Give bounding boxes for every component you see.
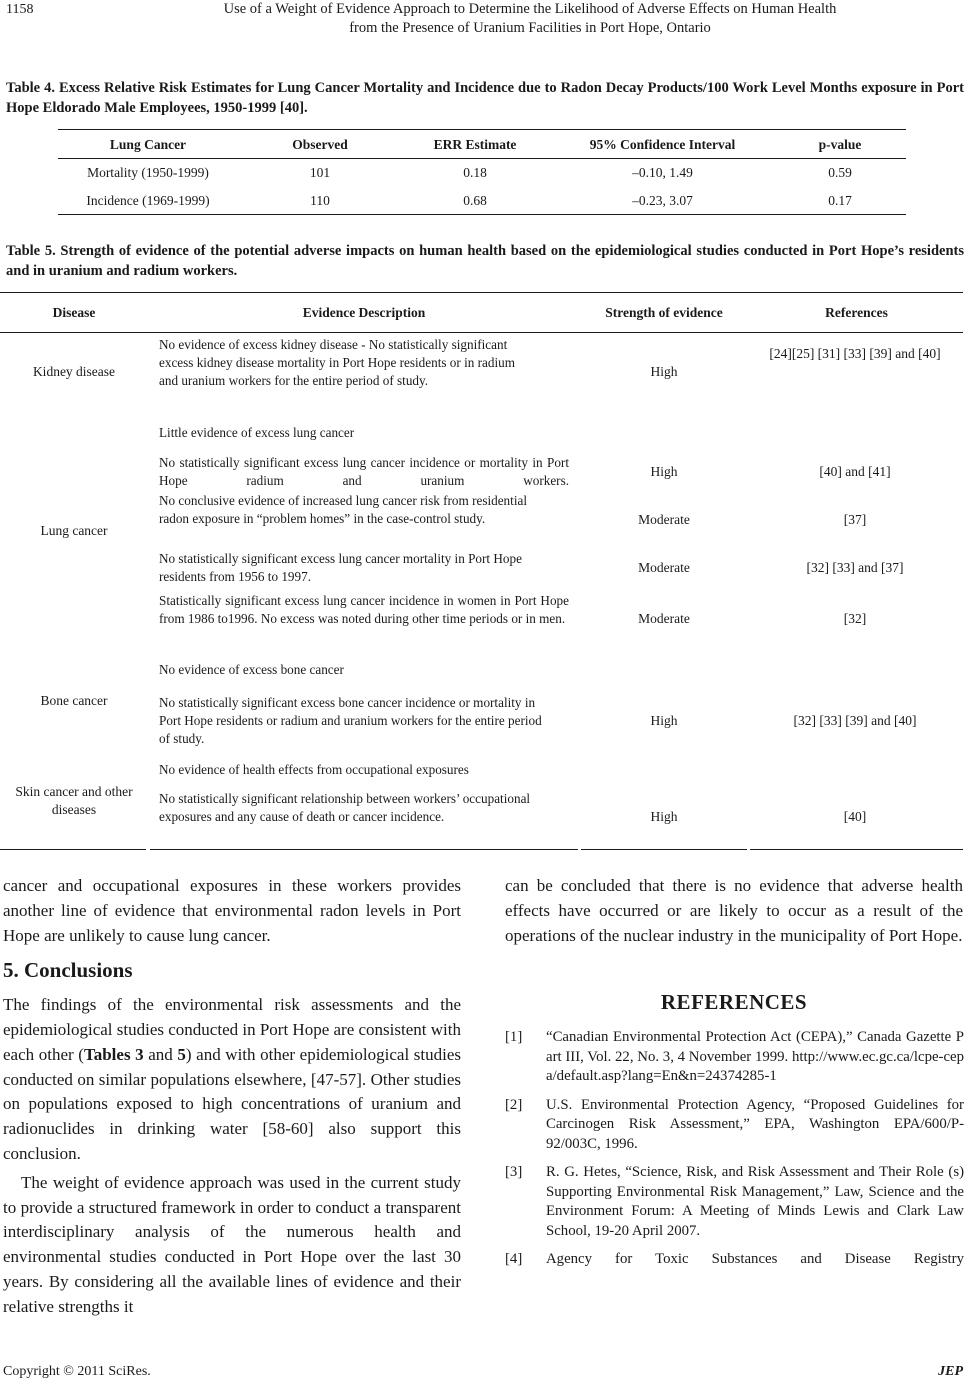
table4-header-err: ERR Estimate (433, 137, 517, 152)
reference-number: [1] (505, 1029, 523, 1045)
lung-evidence-description: No conclusive evidence of increased lung cancer risk from residential radon exposure in “problem homes” in the case-control study. (159, 493, 528, 526)
kidney-strength: High (650, 364, 678, 379)
lung-strength: High (650, 464, 678, 479)
reference-item (505, 1028, 964, 1087)
references-list (505, 1028, 964, 1270)
table5-header-description: Evidence Description (302, 305, 426, 320)
lung-disease-label: Lung cancer (40, 523, 108, 538)
kidney-evidence-description: No evidence of excess kidney disease - No statistically significant excess kidney disease mortality in Port Hope residents or in radium and uranium workers for the entire period of study. (159, 337, 515, 388)
table5-caption: Table 5. Strength of evidence of the potential adverse impacts on human health based on the epidemiological studies conducted in Port Hope’s residents and in uranium and radium workers. (6, 243, 964, 279)
table5-header-strength: Strength of evidence (605, 305, 723, 320)
table5-header-rule (0, 332, 963, 333)
reference-text: Agency for Toxic Substances and Disease Registry (546, 1251, 964, 1267)
skin-references: [40] (843, 809, 867, 824)
table4-cell: 0.59 (828, 165, 852, 180)
reference-text: U.S. Environmental Protection Agency, “Proposed Guidelines for Carcinogen Risk Assessment,” EPA, Washington EPA/600/P-92/003C, 1996. (546, 1096, 964, 1152)
reference-number: [4] (505, 1251, 523, 1267)
lung-strength: Moderate (638, 611, 690, 626)
table5-bottom-rule (750, 849, 963, 850)
page-number: 1158 (6, 2, 34, 17)
kidney-references: [24][25] [31] [33] [39] and [40] (769, 346, 941, 361)
table4-cell: 0.18 (463, 165, 487, 180)
right-intro-paragraph: can be concluded that there is no evidence that adverse health effects have occurred or are likely to occur as a result of the operations of the nuclear industry in the municipality of Port Hope. (505, 876, 963, 945)
reference-number: [2] (505, 1096, 523, 1113)
para1-tables-ref: Tables 3 (83, 1044, 144, 1064)
table4-caption: Table 4. Excess Relative Risk Estimates for Lung Cancer Mortality and Incidence due to Radon Decay Products/100 Work Level Months exposure in Port Hope Eldorado Male Employees, 1950-1999 [40]. (6, 80, 964, 116)
running-title-line2: from the Presence of Uranium Facilities in Port Hope, Ontario (349, 20, 711, 36)
lung-references: [40] and [41] (819, 464, 891, 479)
skin-evidence-description: No statistically significant relationship between workers’ occupational exposures and any cause of death or cancer incidence. (159, 791, 531, 824)
left-intro-paragraph: cancer and occupational exposures in these workers provides another line of evidence that environmental radon levels in Port Hope are unlikely to cause lung cancer. (3, 876, 461, 945)
running-title (150, 0, 910, 38)
table4-header-observed: Observed (292, 137, 348, 152)
table4-cell: Incidence (1969-1999) (86, 193, 210, 208)
table4-cell: 110 (310, 193, 330, 208)
table4-top-rule (58, 129, 906, 130)
table4-cell: 101 (309, 165, 331, 180)
table5-bottom-rule (581, 849, 747, 850)
table4-cell: –0.10, 1.49 (632, 165, 693, 180)
table5-bottom-rule (0, 849, 146, 850)
lung-evidence-summary: Little evidence of excess lung cancer (159, 425, 355, 440)
reference-number: [3] (505, 1164, 523, 1180)
table4-header-pvalue: p-value (818, 137, 862, 152)
footer-copyright: Copyright © 2011 SciRes. (3, 1364, 151, 1379)
reference-item (505, 1163, 964, 1241)
para1-text-b: ) and with other epidemiological studies conducted on similar populations elsewhere, [47-57]. Other studies on populations exposed to high concentrations of uranium and radionuclides in drinking water [58-60] also support this conclusion. (3, 1044, 462, 1163)
skin-strength: High (650, 809, 678, 824)
footer-journal: JEP (938, 1364, 963, 1379)
lung-strength: Moderate (638, 560, 690, 575)
table4-header-ci: 95% Confidence Interval (589, 137, 736, 152)
para1-text-a: The findings of the environmental risk assessments and the epidemiological studies conducted in Port Hope are consistent with each other ( (3, 995, 461, 1064)
lung-references: [37] (843, 512, 867, 527)
para1-table5-ref: 5 (177, 1044, 186, 1064)
lung-references: [32] [33] and [37] (806, 560, 904, 575)
reference-text: R. G. Hetes, “Science, Risk, and Risk Assessment and Their Role (s) Supporting Environmental Risk Management,” Law, Science and the Environment Forum: A Meeting of Minds Lewis and Clark Law School, 19-20 April 2007. (546, 1164, 964, 1239)
table5-top-rule (0, 292, 963, 293)
bone-evidence-description: No statistically significant excess bone cancer incidence or mortality in Port Hope residents or radium and uranium workers for the entire period of study. (159, 695, 542, 746)
table4-header-lung-cancer: Lung Cancer (109, 137, 187, 152)
lung-evidence-description: No statistically significant excess lung cancer mortality in Port Hope residents from 1956 to 1997. (159, 551, 522, 584)
right-column (505, 874, 963, 948)
table4-header-rule (58, 158, 906, 159)
table4-cell: –0.23, 3.07 (632, 193, 693, 208)
table4-cell: 0.17 (828, 193, 852, 208)
bone-disease-label: Bone cancer (40, 693, 108, 708)
reference-item (505, 1096, 964, 1155)
references-heading: REFERENCES (660, 990, 808, 1014)
bone-evidence-summary: No evidence of excess bone cancer (159, 662, 344, 677)
conclusions-paragraph-2: The weight of evidence approach was used in the current study to provide a structured framework in order to conduct a transparent interdisciplinary analysis of the numerous health and environmental studies conducted in Port Hope over the last 30 years. By considering all the available lines of evidence and their relative strengths it (3, 1172, 461, 1316)
para1-and: and (143, 1044, 178, 1064)
lung-references: [32] (843, 611, 867, 626)
lung-evidence-description: Statistically significant excess lung cancer incidence in women in Port Hope from 1986 to1996. No excess was noted during other time periods or in men. (159, 593, 569, 626)
reference-item (505, 1250, 964, 1270)
bone-references: [32] [33] [39] and [40] (793, 713, 917, 728)
table5-header-references: References (825, 305, 888, 320)
conclusions-paragraph-1 (3, 993, 461, 1167)
reference-text: “Canadian Environmental Protection Act (CEPA),” Canada Gazette Part III, Vol. 22, No. 3, 4 November 1999. http://www.ec.gc.ca/lcpe-cepa/default.asp?lang=En&n=24374285-1 (546, 1029, 964, 1084)
kidney-disease-label: Kidney disease (32, 364, 116, 379)
bone-strength: High (650, 713, 678, 728)
table5-bottom-rule (150, 849, 578, 850)
running-title-line1: Use of a Weight of Evidence Approach to Determine the Likelihood of Adverse Effects on Human Health (223, 1, 837, 17)
section-heading-conclusions: 5. Conclusions (3, 958, 133, 983)
left-column (3, 874, 461, 1320)
lung-strength: Moderate (638, 512, 690, 527)
table4-bottom-rule (58, 214, 906, 215)
table4-cell: Mortality (1950-1999) (87, 165, 209, 180)
lung-evidence-description: No statistically significant excess lung cancer incidence or mortality in Port Hope radium and uranium workers. (159, 455, 569, 488)
skin-evidence-summary: No evidence of health effects from occupational exposures (159, 762, 469, 777)
table5-header-disease: Disease (52, 305, 96, 320)
skin-disease-label: Skin cancer and other diseases (15, 784, 133, 817)
table4-cell: 0.68 (463, 193, 487, 208)
